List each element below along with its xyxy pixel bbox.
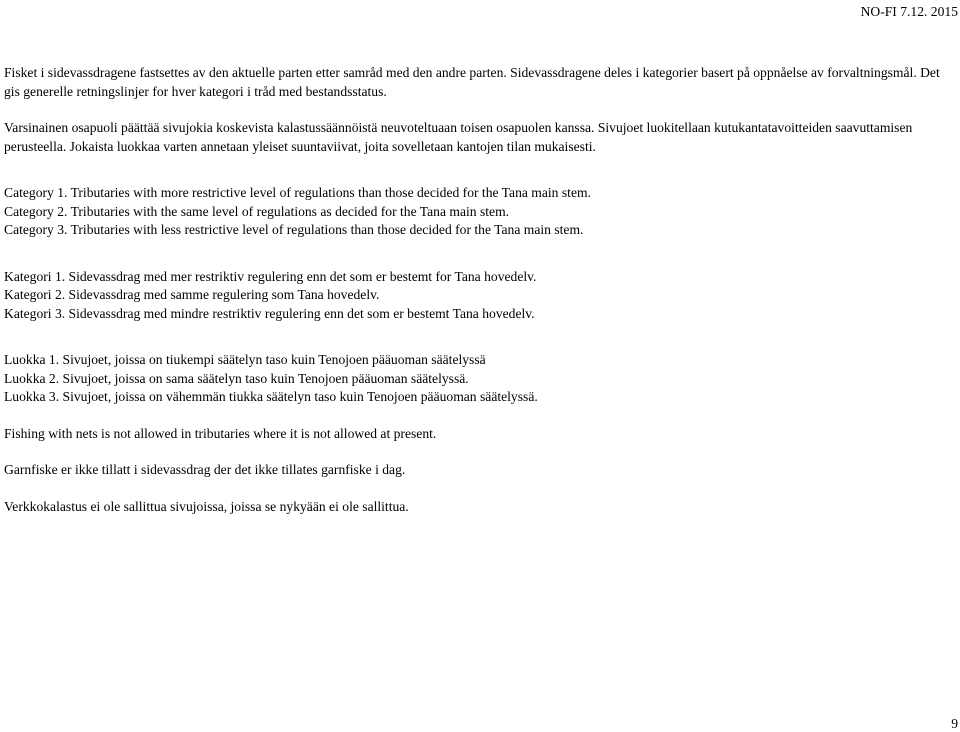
paragraph-norwegian-intro: Fisket i sidevassdragene fastsettes av den aktuelle parten etter samråd med den andre parten. Sidevassdragene deles i kategorier basert på oppnåelse av forvaltningsmål. Det gis generelle retningslinjer for hver kategori i tråd med bestandsstatus.	[4, 65, 940, 99]
list-item: Luokka 1. Sivujoet, joissa on tiukempi säätelyn taso kuin Tenojoen pääuoman säätelyssä	[4, 352, 486, 367]
list-item: Category 1. Tributaries with more restrictive level of regulations than those decided for the Tana main stem.	[4, 185, 591, 200]
category-list-english	[4, 184, 954, 240]
list-item: Category 3. Tributaries with less restrictive level of regulations than those decided for the Tana main stem.	[4, 222, 584, 237]
list-item: Kategori 2. Sidevassdrag med samme regulering som Tana hovedelv.	[4, 287, 380, 302]
list-item: Kategori 3. Sidevassdrag med mindre restriktiv regulering enn det som er bestemt Tana hovedelv.	[4, 305, 535, 321]
nets-rule-english: Fishing with nets is not allowed in tributaries where it is not allowed at present.	[4, 425, 437, 441]
paragraph-finnish-intro: Varsinainen osapuoli päättää sivujokia koskevista kalastussäännöistä neuvoteltuaan toisen osapuolen kanssa. Sivujoet luokitellaan kutukantatavoitteiden saavuttamisen perusteella. Jokaista luokkaa varten annetaan yleiset suuntaviivat, joita sovelletaan kantojen tilan mukaisesti.	[4, 120, 913, 154]
category-list-finnish	[4, 351, 954, 407]
document-body	[4, 64, 954, 516]
list-item: Category 2. Tributaries with the same level of regulations as decided for the Tana main stem.	[4, 203, 510, 219]
list-item: Luokka 2. Sivujoet, joissa on sama säätelyn taso kuin Tenojoen pääuoman säätelyssä.	[4, 370, 469, 386]
category-list-norwegian	[4, 268, 954, 324]
list-item: Luokka 3. Sivujoet, joissa on vähemmän tiukka säätelyn taso kuin Tenojoen pääuoman säätelyssä.	[4, 389, 538, 404]
nets-rule-finnish: Verkkokalastus ei ole sallittua sivujoissa, joissa se nykyään ei ole sallittua.	[4, 498, 409, 514]
page-number: 9	[951, 716, 958, 731]
nets-rule-norwegian: Garnfiske er ikke tillatt i sidevassdrag der det ikke tillates garnfiske i dag.	[4, 462, 406, 477]
document-reference: NO-FI 7.12. 2015	[860, 4, 958, 19]
list-item: Kategori 1. Sidevassdrag med mer restriktiv regulering enn det som er bestemt for Tana hovedelv.	[4, 268, 537, 284]
